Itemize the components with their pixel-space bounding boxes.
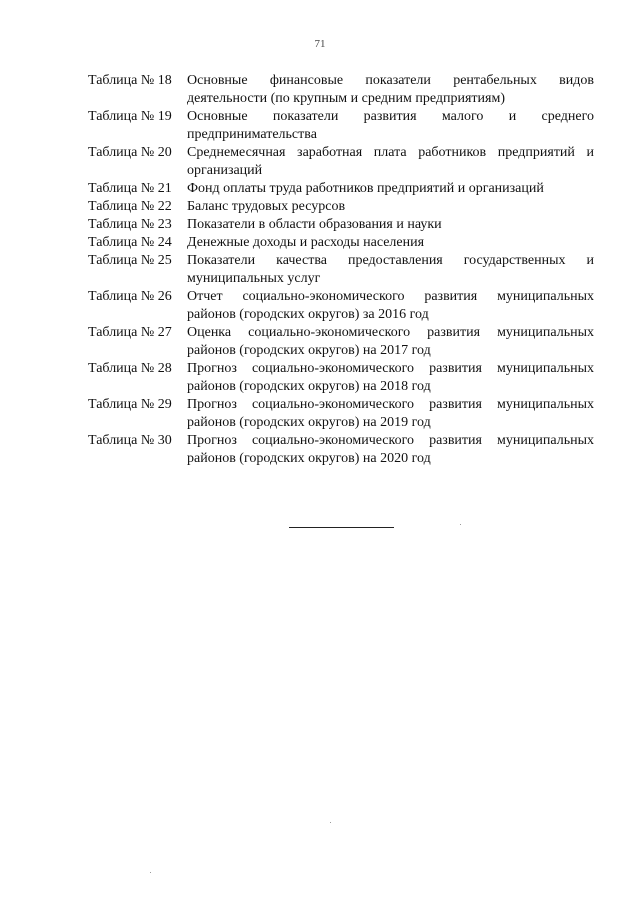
table-number-label: Таблица № 25 — [88, 253, 172, 268]
scan-speck — [150, 872, 151, 873]
page-number: 71 — [314, 38, 326, 50]
table-number-label: Таблица № 30 — [88, 433, 172, 448]
table-number-label: Таблица № 26 — [88, 289, 172, 304]
table-list-item — [88, 234, 594, 252]
scan-speck — [330, 822, 331, 823]
scan-speck — [460, 524, 461, 525]
end-of-list-divider — [289, 527, 394, 528]
table-number-label: Таблица № 24 — [88, 235, 172, 250]
table-title: Отчет социально-экономического развития муниципальных районов (городских округов) за 2016 год — [187, 289, 594, 322]
table-title: Баланс трудовых ресурсов — [187, 199, 346, 214]
table-list-item — [88, 396, 594, 432]
table-list-item — [88, 72, 594, 108]
table-list-item — [88, 144, 594, 180]
table-list-item — [88, 360, 594, 396]
table-list-item — [88, 216, 594, 234]
table-number-label: Таблица № 22 — [88, 199, 172, 214]
table-list-item — [88, 180, 594, 198]
table-title: Прогноз социально-экономического развития муниципальных районов (городских округов) на 2019 год — [187, 397, 594, 430]
table-number-label: Таблица № 19 — [88, 109, 172, 124]
table-title: Фонд оплаты труда работников предприятий и организаций — [187, 181, 544, 196]
table-title: Основные показатели развития малого и среднего предпринимательства — [187, 109, 594, 142]
table-number-label: Таблица № 18 — [88, 73, 172, 88]
table-title: Основные финансовые показатели рентабельных видов деятельности (по крупным и средним предприятиям) — [187, 73, 594, 106]
table-title: Денежные доходы и расходы населения — [187, 235, 425, 250]
table-number-label: Таблица № 20 — [88, 145, 172, 160]
table-list-item — [88, 432, 594, 468]
table-title: Оценка социально-экономического развития муниципальных районов (городских округов) на 2017 год — [187, 325, 594, 358]
table-title: Прогноз социально-экономического развития муниципальных районов (городских округов) на 2018 год — [187, 361, 594, 394]
table-list-item — [88, 288, 594, 324]
table-number-label: Таблица № 21 — [88, 181, 172, 196]
table-list-item — [88, 198, 594, 216]
table-title: Прогноз социально-экономического развития муниципальных районов (городских округов) на 2020 год — [187, 433, 594, 466]
table-list-item — [88, 108, 594, 144]
table-list-item — [88, 252, 594, 288]
table-number-label: Таблица № 27 — [88, 325, 172, 340]
table-number-label: Таблица № 29 — [88, 397, 172, 412]
table-title: Среднемесячная заработная плата работников предприятий и организаций — [187, 145, 594, 178]
table-list — [88, 72, 594, 468]
table-title: Показатели качества предоставления государственных и муниципальных услуг — [187, 253, 594, 286]
table-number-label: Таблица № 28 — [88, 361, 172, 376]
table-title: Показатели в области образования и науки — [187, 217, 442, 232]
table-list-item — [88, 324, 594, 360]
table-number-label: Таблица № 23 — [88, 217, 172, 232]
